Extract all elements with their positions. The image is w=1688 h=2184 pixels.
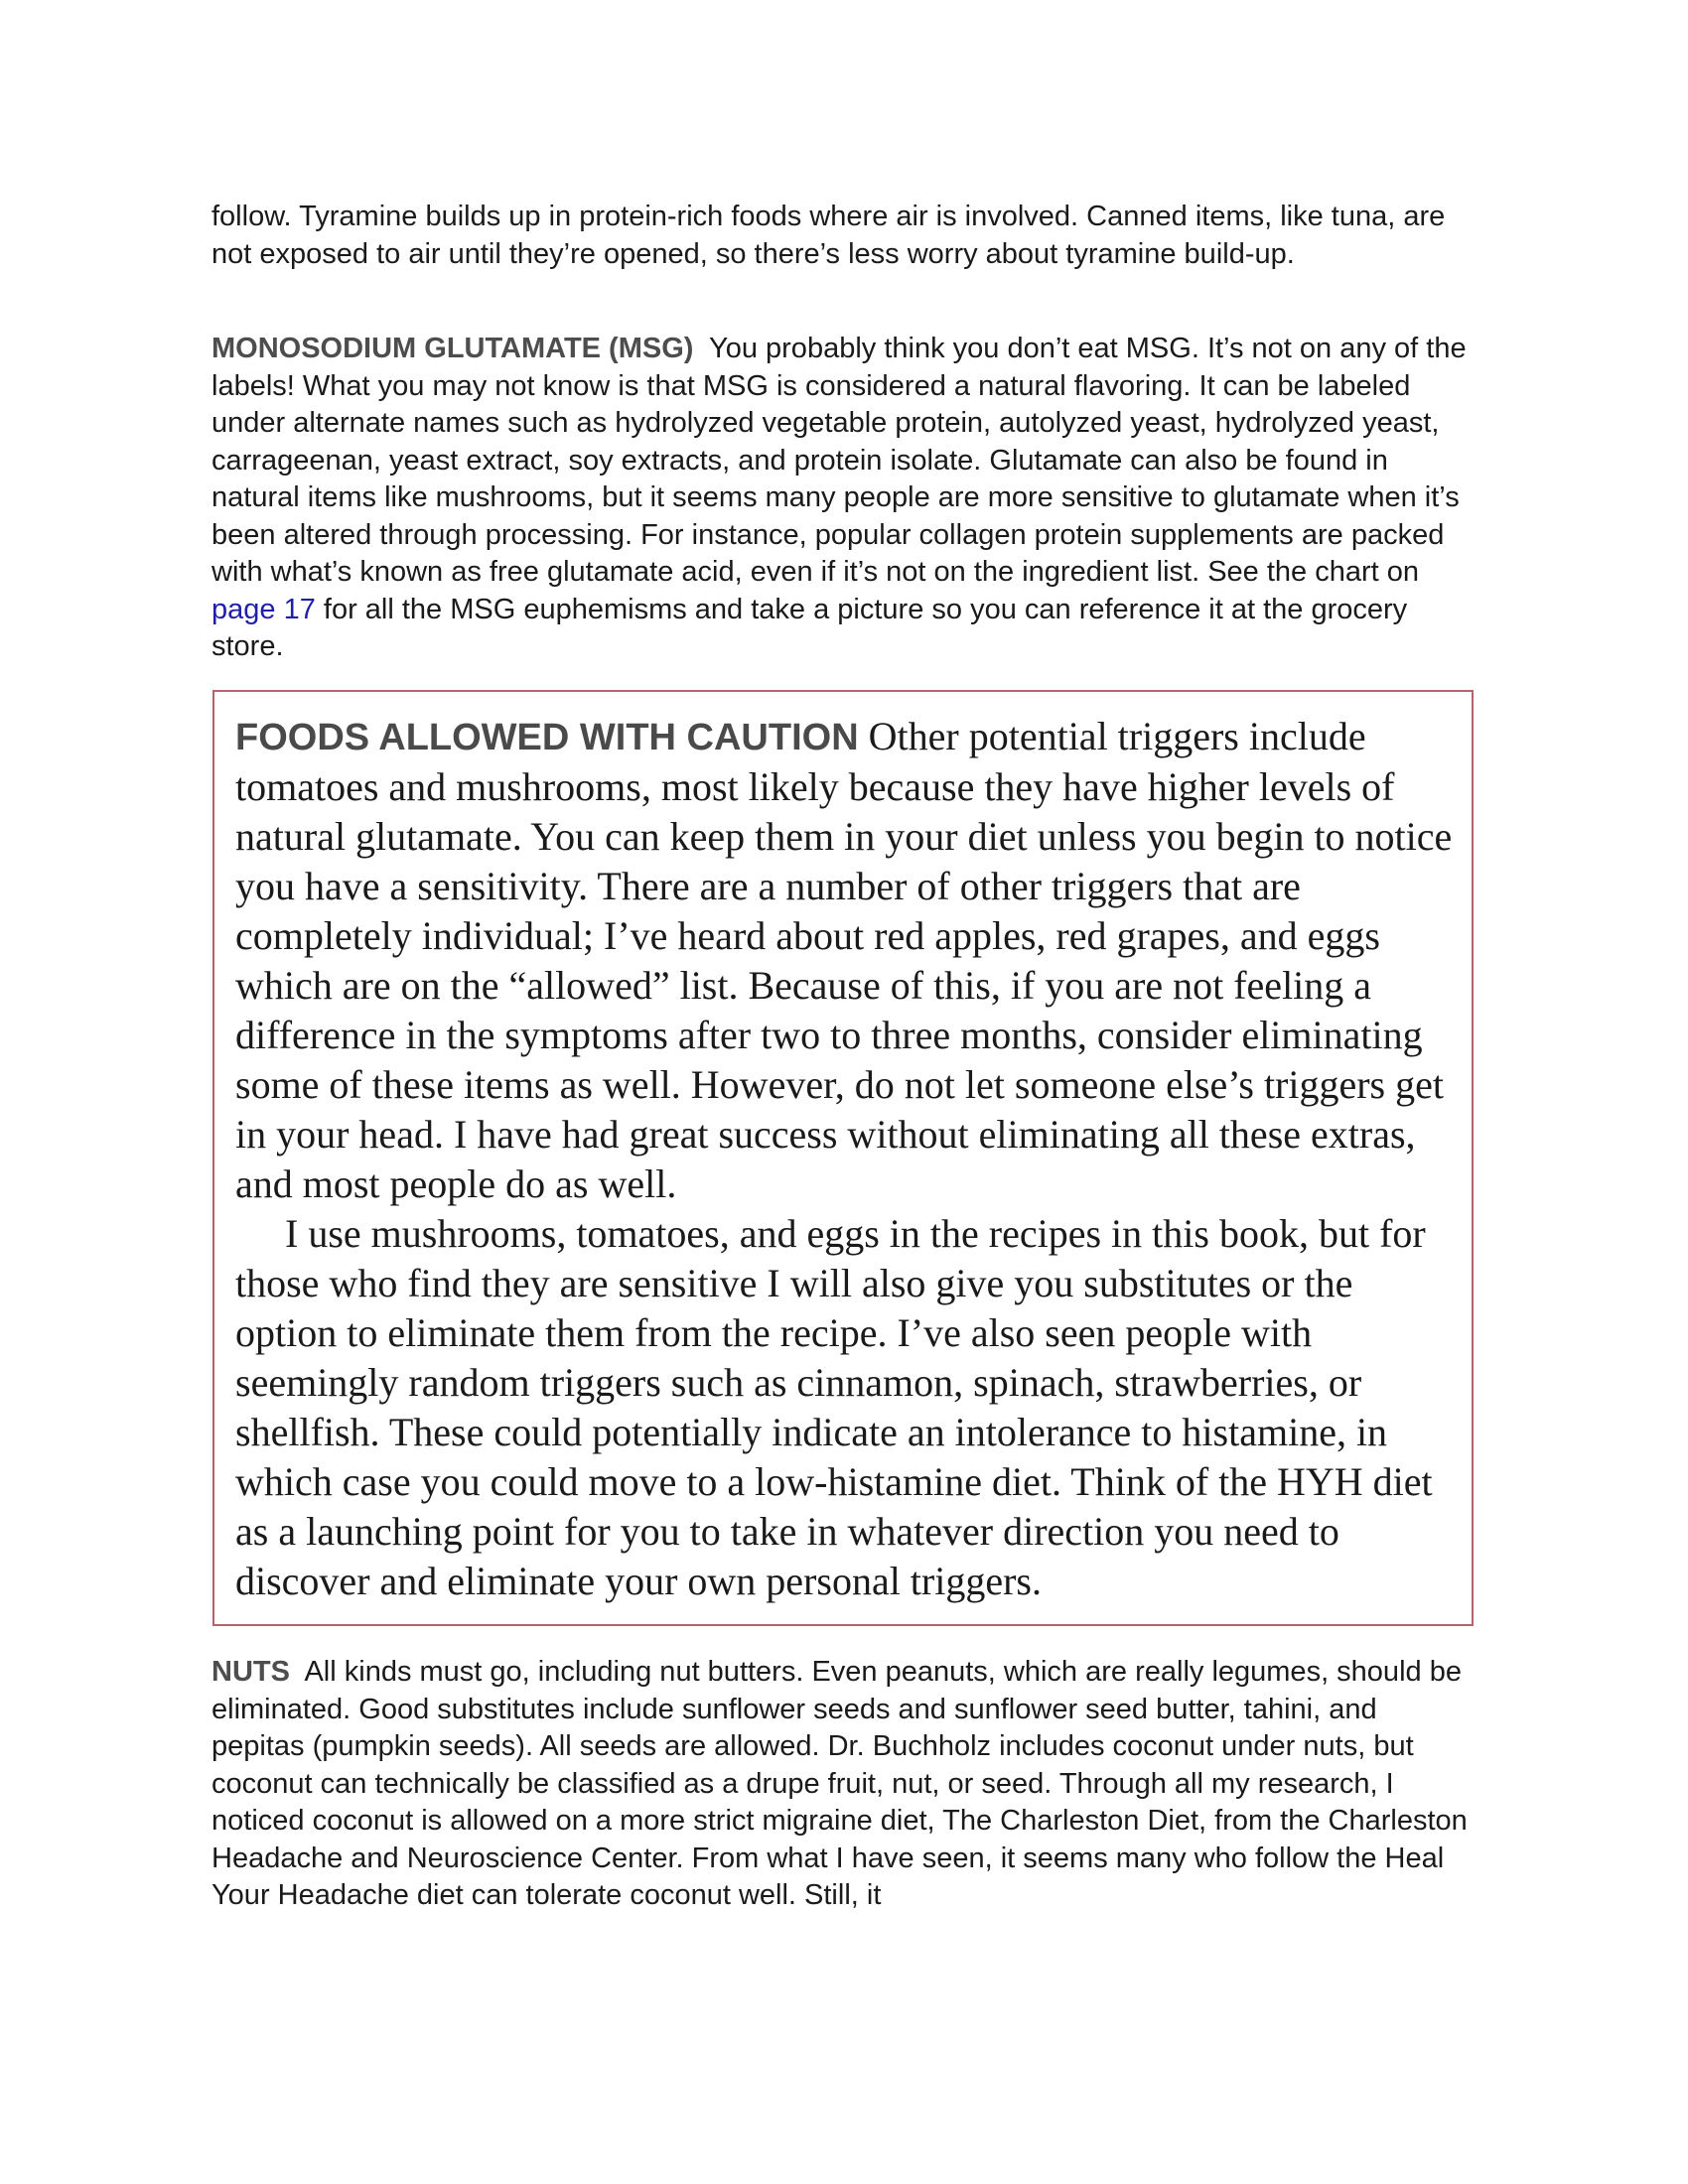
msg-text-after-link: for all the MSG euphemisms and take a picture so you can reference it at the grocery store. <box>211 593 1408 662</box>
caution-para2-text: I use mushrooms, tomatoes, and eggs in the recipes in this book, but for those who find they are sensitive I will also give you substitutes or the option to eliminate them from the recipe. I’ve also seen people with seemingly random triggers such as cinnamon, spinach, strawberries, or shellfish. These could potentially indicate an intolerance to histamine, in which case you could move to a low-histamine diet. Think of the HYH diet as a launching point for you to take in whatever direction you need to discover and eliminate your own personal triggers. <box>235 1211 1433 1603</box>
caution-heading: FOODS ALLOWED WITH CAUTION <box>235 717 859 758</box>
caution-sidebar-box <box>212 690 1474 1626</box>
nuts-heading: NUTS <box>211 1656 290 1688</box>
paragraph-nuts <box>211 1654 1477 1915</box>
caution-paragraph-1 <box>235 712 1454 1209</box>
paragraph-tyramine <box>211 199 1477 273</box>
paragraph-tyramine-text: follow. Tyramine builds up in protein-rich foods where air is involved. Canned items, like tuna, are not exposed to air until they’re opened, so there’s less worry about tyramine build-up. <box>211 201 1446 270</box>
page-17-link[interactable]: page 17 <box>211 593 316 625</box>
caution-paragraph-2 <box>235 1209 1454 1606</box>
paragraph-msg <box>211 331 1477 666</box>
msg-text-before-link: You probably think you don’t eat MSG. It’s not on any of the labels! What you may not know is that MSG is considered a natural flavoring. It can be labeled under alternate names such as hydrolyzed vegetable protein, autolyzed yeast, hydrolyzed yeast, carrageenan, yeast extract, soy extracts, and protein isolate. Glutamate can also be found in natural items like mushrooms, but it seems many people are more sensitive to glutamate when it’s been altered through processing. For instance, popular collagen protein supplements are packed with what’s known as free glutamate acid, even if it’s not on the ingredient list. See the chart on <box>211 333 1467 588</box>
msg-heading: MONOSODIUM GLUTAMATE (MSG) <box>211 333 694 364</box>
caution-para1-text: Other potential triggers include tomatoes and mushrooms, most likely because they have higher levels of natural glutamate. You can keep them in your diet unless you begin to notice you have a sensitivity. There are a number of other triggers that are completely individual; I’ve heard about red apples, red grapes, and eggs which are on the “allowed” list. Because of this, if you are not feeling a difference in the symptoms after two to three months, consider eliminating some of these items as well. However, do not let someone else’s triggers get in your head. I have had great success without eliminating all these extras, and most people do as well. <box>235 714 1453 1206</box>
nuts-text: All kinds must go, including nut butters. Even peanuts, which are really legumes, should be eliminated. Good substitutes include sunflower seeds and sunflower seed butter, tahini, and pepitas (pumpkin seeds). All seeds are allowed. Dr. Buchholz includes coconut under nuts, but coconut can technically be classified as a drupe fruit, nut, or seed. Through all my research, I noticed coconut is allowed on a more strict migraine diet, The Charleston Diet, from the Charleston Headache and Neuroscience Center. From what I have seen, it seems many who follow the Heal Your Headache diet can tolerate coconut well. Still, it <box>211 1656 1468 1911</box>
